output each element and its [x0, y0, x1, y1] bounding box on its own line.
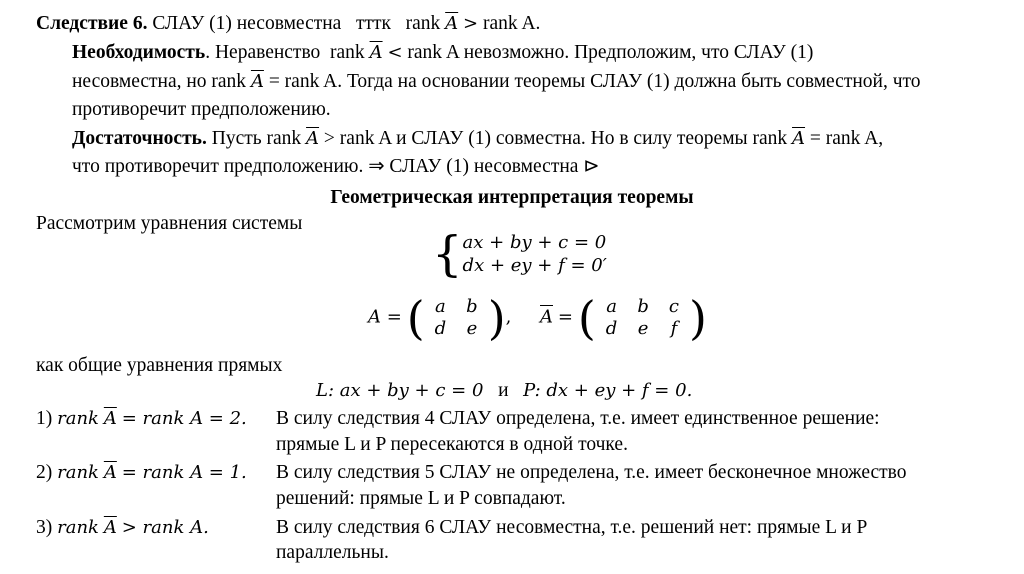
rank-a: rank A. [483, 13, 541, 34]
a-bar-symbol: $\overline{A}$ [250, 71, 264, 92]
necessity-line-3: противоречит предположению. [72, 99, 331, 120]
matrix-a-block [368, 291, 512, 345]
matrix-cell: c [668, 296, 679, 317]
equals-sign: = [557, 306, 573, 328]
matrix-cell: a [435, 296, 446, 317]
a-bar-symbol: $\overline{A}$ [103, 462, 117, 483]
iff-abbrev: тттк [355, 13, 392, 34]
sufficiency-text: и СЛАУ (1) совместна. Но в силу теоремы rank [396, 128, 788, 149]
matrix-a [425, 296, 488, 340]
case-number: 1) [36, 408, 53, 429]
case-1 [36, 407, 247, 430]
matrix-cell: d [434, 318, 447, 339]
rank-word: rank [57, 408, 99, 429]
case-1-text-2: прямые L и P пересекаются в одной точке. [276, 434, 628, 455]
equation-system [432, 226, 607, 282]
corollary-title: Следствие 6. [36, 13, 148, 34]
sufficiency-text: Пусть rank [211, 128, 302, 149]
necessity-label: Необходимость [72, 42, 206, 63]
and-word: и [498, 380, 509, 401]
matrix-abar-label: $\overline{A}$ [540, 306, 553, 328]
case-condition: = rank A = 2. [121, 408, 247, 429]
case-2-text-2: решений: прямые L и P совпадают. [276, 488, 566, 509]
necessity-text: . Неравенство [205, 42, 321, 63]
lt-sign: < [387, 42, 403, 63]
right-paren-icon: ) [688, 291, 707, 345]
sufficiency-line-2: что противоречит предположению. ⇒ СЛАУ (1) несовместна ⊳ [72, 156, 600, 177]
case-1-text-1: В силу следствия 4 СЛАУ определена, т.е. имеет единственное решение: [276, 408, 880, 429]
line-equations [316, 379, 692, 402]
case-3-text-1: В силу следствия 6 СЛАУ несовместна, т.е. решений нет: прямые L и P [276, 517, 868, 538]
rank-equality: = rank A, [809, 128, 884, 149]
matrix-cell: b [637, 296, 649, 317]
rank-word: rank [330, 42, 365, 63]
line-p-equation: P: dx + ey + f = 0. [523, 380, 693, 401]
comma: , [505, 306, 512, 328]
gt-sign: > [463, 13, 479, 34]
rank-a: rank A [407, 42, 459, 63]
line-l-equation: L: ax + by + c = 0 [316, 380, 484, 401]
rank-word: rank [57, 462, 99, 483]
matrix-a-label: A = [368, 306, 402, 328]
necessity-text-2: невозможно. Предположим, что СЛАУ (1) [463, 42, 814, 63]
a-bar-symbol: $\overline{A}$ [792, 128, 806, 149]
left-brace-icon: { [432, 226, 463, 282]
a-bar-symbol: $\overline{A}$ [306, 128, 320, 149]
matrix-cell: d [605, 318, 618, 339]
equation-1: ax + by + c = 0 [462, 232, 607, 253]
matrix-abar-block [540, 291, 707, 345]
sufficiency-line-1 [72, 127, 883, 150]
rank-word: rank [57, 517, 99, 538]
a-bar-symbol: $\overline{A}$ [369, 42, 383, 63]
case-2 [36, 461, 247, 484]
corollary-statement: СЛАУ (1) несовместна [152, 13, 342, 34]
matrix-cell: f [670, 318, 678, 339]
rank-equality: = rank A. [268, 71, 343, 92]
rank-word: rank [405, 13, 441, 34]
a-bar-symbol: $\overline{A}$ [103, 517, 117, 538]
left-paren-icon: ( [577, 291, 596, 345]
necessity-line-2 [72, 70, 921, 93]
right-paren-icon: ) [487, 291, 506, 345]
matrix-cell: a [606, 296, 617, 317]
case-number: 2) [36, 462, 53, 483]
case-number: 3) [36, 517, 53, 538]
matrix-cell: e [637, 318, 649, 339]
necessity-text: несовместна, но rank [72, 71, 247, 92]
necessity-line-1 [72, 41, 813, 64]
equation-2: dx + ey + f = 0′ [462, 255, 607, 276]
sufficiency-label: Достаточность. [72, 128, 207, 149]
corollary-line [36, 12, 540, 35]
a-bar-symbol: $\overline{A}$ [103, 408, 117, 429]
necessity-text: Тогда на основании теоремы СЛАУ (1) должна быть совместной, что [346, 71, 921, 92]
left-paren-icon: ( [406, 291, 425, 345]
a-bar-symbol: $\overline{A}$ [445, 13, 459, 34]
rank-inequality: > rank A [323, 128, 392, 149]
matrix-cell: e [466, 318, 478, 339]
matrix-cell: b [466, 296, 478, 317]
matrix-abar [596, 296, 689, 340]
lines-intro: как общие уравнения прямых [36, 355, 283, 376]
case-condition: = rank A = 1. [121, 462, 247, 483]
intro-text: Рассмотрим уравнения системы [36, 213, 303, 234]
case-2-text-1: В силу следствия 5 СЛАУ не определена, т.е. имеет бесконечное множество [276, 462, 907, 483]
case-3 [36, 516, 209, 539]
case-condition: > rank A. [121, 517, 209, 538]
case-3-text-2: параллельны. [276, 542, 389, 563]
section-heading: Геометрическая интерпретация теоремы [330, 187, 694, 208]
